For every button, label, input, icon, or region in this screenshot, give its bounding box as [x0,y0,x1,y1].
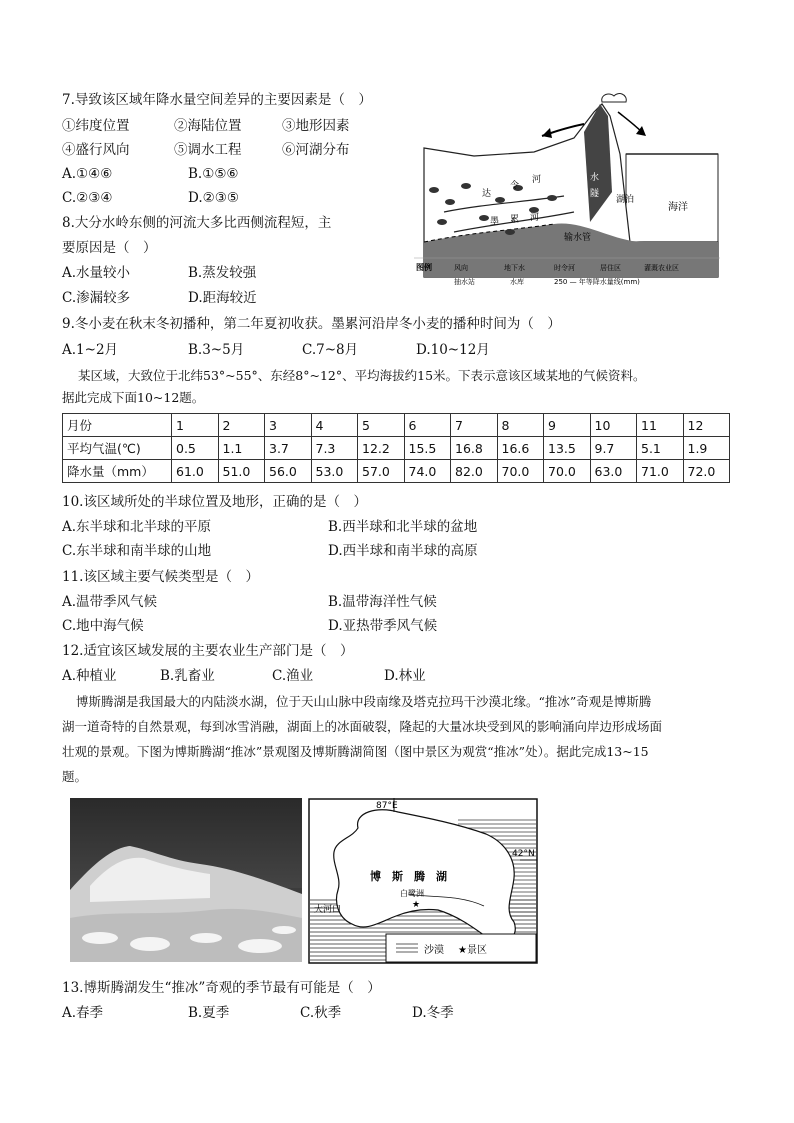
passage1-line1: 某区域，大致位于北纬53°~55°、东经8°~12°、平均海拔约15米。下表示意该区域某地的气候资料。 [78,368,646,383]
q7-stem: 7.导致该区域年降水量空间差异的主要因素是（ ） [62,92,372,108]
table-cell: 7.3 [311,437,358,460]
q9-option-a: A.1~2月 [62,342,119,358]
q13-option-c: C.秋季 [300,1005,342,1021]
q7-factor-3: ③地形因素 [282,118,350,134]
passage2-line3: 壮观的景观。下图为博斯腾湖“推冰”景观图及博斯腾湖简图（图中景区为观赏“推冰”处）。据此完成13~15 [62,744,649,759]
table-cell: 10 [590,414,637,437]
climate-table [62,413,730,483]
q7-option-a: A.①④⑥ [62,166,113,182]
q11-option-a: A.温带季风气候 [62,594,158,610]
table-cell: 11 [637,414,684,437]
q8-stem-line2: 要原因是（ ） [62,240,157,256]
passage1-line2: 据此完成下面10~12题。 [62,390,205,405]
table-cell: 9 [544,414,591,437]
pipe-label: 输水管 [564,233,592,243]
q8-option-d: D.距海较近 [188,290,257,306]
table-cell: 70.0 [544,460,591,483]
table-cell: 74.0 [404,460,451,483]
cloud-icon [602,94,627,102]
scenic-star-icon: ★ [412,900,421,910]
q11-stem: 11.该区域主要气候类型是（ ） [62,569,259,585]
table-cell: 63.0 [590,460,637,483]
legend-desert: 沙漠 [424,945,444,956]
q10-option-a: A.东半球和北半球的平原 [62,519,212,535]
table-cell: 15.5 [404,437,451,460]
ruo-label: 累 [510,215,520,225]
q8-option-b: B.蒸发较强 [188,265,257,281]
table-cell: 1.1 [218,437,265,460]
passage2-line2: 湖一道奇特的自然景观，每到冰雪消融，湖面上的冰面破裂，隆起的大量冰块受到风的影响涌向岸边形成场面 [62,719,663,734]
table-row-months [63,414,730,437]
lake-label: 湖泊 [616,195,635,205]
table-cell: 3 [265,414,312,437]
q7-factor-5: ⑤调水工程 [174,142,242,158]
legend-isohyet: 250 — 年等降水量线(mm) [554,278,640,286]
q13-option-a: A.春季 [62,1005,104,1021]
q7-option-d: D.②③⑤ [188,190,239,206]
q11-option-c: C.地中海气候 [62,618,144,634]
q7-factor-6: ⑥河湖分布 [282,142,350,158]
site-dahekou-label: 大河口 [314,905,342,915]
legend-irrigation: 灌溉农业区 [644,264,679,272]
q10-option-b: B.西半球和北半球的盆地 [328,519,478,535]
q8-option-a: A.水量较小 [62,265,131,281]
q9-option-d: D.10~12月 [416,342,490,358]
table-header-precipitation: 降水量（mm） [63,460,172,483]
q10-option-c: C.东半球和南半球的山地 [62,543,212,559]
table-cell: 0.5 [172,437,219,460]
table-cell: 16.8 [451,437,498,460]
legend-reservoir: 水库 [510,278,524,286]
mo-label: 墨 [490,217,500,227]
table-cell: 71.0 [637,460,684,483]
table-cell: 82.0 [451,460,498,483]
table-cell: 7 [451,414,498,437]
table-cell: 9.7 [590,437,637,460]
table-cell: 51.0 [218,460,265,483]
table-cell: 16.6 [497,437,544,460]
da-label: 达 [482,189,492,199]
legend-scenic: ★景区 [458,945,487,956]
table-header-temperature: 平均气温(℃) [63,437,172,460]
legend-wind: 风向 [454,264,468,272]
table-row-temperature [63,437,730,460]
table-cell: 12.2 [358,437,405,460]
sea-label: 海洋 [668,202,688,213]
passage2-line1: 博斯腾湖是我国最大的内陆淡水湖，位于天山山脉中段南缘及塔克拉玛干沙漠北缘。“推冰”奇观是博斯腾 [76,694,652,709]
q12-stem: 12.适宜该区域发展的主要农业生产部门是（ ） [62,643,354,659]
table-cell: 12 [683,414,730,437]
table-cell: 1 [172,414,219,437]
q12-option-b: B.乳畜业 [160,668,215,684]
great-dividing-range-section-figure [414,92,720,288]
table-cell: 56.0 [265,460,312,483]
q9-stem: 9.冬小麦在秋末冬初播种，第二年夏初收获。墨累河沿岸冬小麦的播种时间为（ ） [62,316,561,332]
legend-title: 图例 [416,263,432,272]
passage2-line4: 题。 [62,769,88,784]
table-cell: 1.9 [683,437,730,460]
q12-option-d: D.林业 [384,668,426,684]
q7-factor-2: ②海陆位置 [174,118,242,134]
table-cell: 3.7 [265,437,312,460]
q12-option-a: A.种植业 [62,668,117,684]
lake-name-label: 博 斯 腾 湖 [370,870,447,883]
q7-option-b: B.①⑤⑥ [188,166,239,182]
q12-option-c: C.渔业 [272,668,314,684]
legend-pump: 抽水站 [454,278,475,286]
q7-option-c: C.②③④ [62,190,113,206]
table-cell: 8 [497,414,544,437]
q13-option-d: D.冬季 [412,1005,454,1021]
water-label: 水 [590,173,600,183]
q10-option-d: D.西半球和南半球的高原 [328,543,478,559]
table-header-month: 月份 [63,414,172,437]
table-cell: 72.0 [683,460,730,483]
table-cell: 5.1 [637,437,684,460]
legend-settlement: 居住区 [600,264,621,272]
table-cell: 61.0 [172,460,219,483]
q9-option-c: C.7~8月 [302,342,359,358]
q13-option-b: B.夏季 [188,1005,230,1021]
longitude-label: 87°E [376,801,398,811]
q8-option-c: C.渗漏较多 [62,290,131,306]
legend-groundwater: 地下水 [504,264,525,272]
table-cell: 5 [358,414,405,437]
tunnel-label: 隧 [590,189,600,199]
table-cell: 6 [404,414,451,437]
ling-label: 令 [510,181,520,191]
q10-stem: 10.该区域所处的半球位置及地形，正确的是（ ） [62,494,367,510]
table-cell: 57.0 [358,460,405,483]
river-label-2: 河 [530,213,540,223]
bosten-lake-map [308,798,538,964]
table-cell: 53.0 [311,460,358,483]
q7-factor-4: ④盛行风向 [62,142,130,158]
q13-stem: 13.博斯腾湖发生“推冰”奇观的季节最有可能是（ ） [62,980,381,996]
q11-option-b: B.温带海洋性气候 [328,594,437,610]
q11-option-d: D.亚热带季风气候 [328,618,438,634]
q9-option-b: B.3~5月 [188,342,245,358]
latitude-label: 42°N [512,849,535,859]
q8-stem-line1: 8.大分水岭东侧的河流大多比西侧流程短，主 [62,215,332,231]
table-cell: 2 [218,414,265,437]
table-cell: 70.0 [497,460,544,483]
site-bailuzhou-label: 白鹭洲 [400,889,424,898]
table-cell: 4 [311,414,358,437]
legend-seasonal-river: 时令河 [554,264,575,272]
river-label-1: 河 [532,175,542,185]
table-cell: 13.5 [544,437,591,460]
ice-push-photo [70,798,302,962]
table-row-precipitation [63,460,730,483]
q7-factor-1: ①纬度位置 [62,118,130,134]
